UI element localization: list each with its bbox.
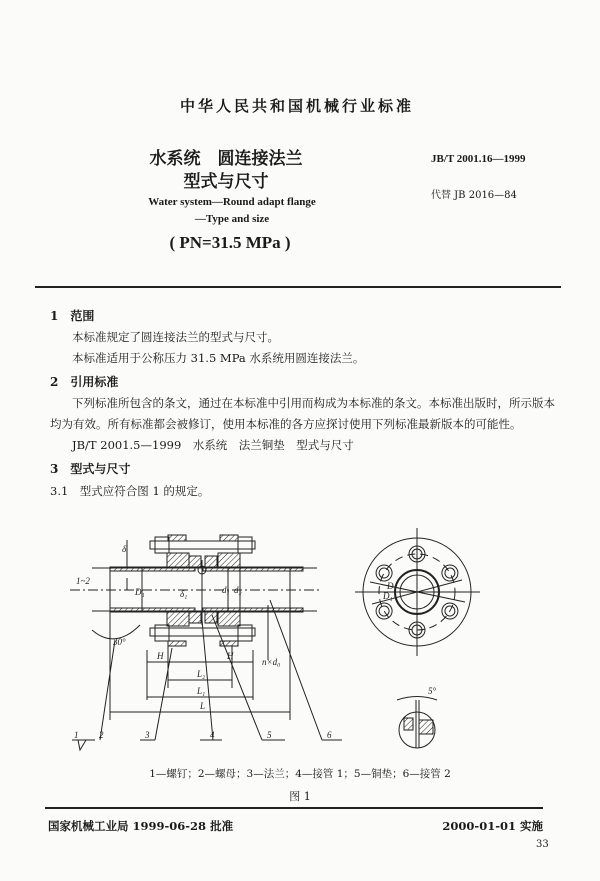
label-D1-left: D₁ [135, 587, 145, 597]
effective-date: 2000-01-01 实施 [442, 819, 543, 833]
section-1-para-1: 本标准规定了圆连接法兰的型式与尺寸。 [72, 330, 279, 344]
label-delta: δ [122, 544, 127, 554]
figure-1-drawing [0, 510, 600, 760]
section-2-title: 2 引用标准 [50, 375, 119, 389]
part-label-2: 2 [99, 730, 104, 740]
part-label-3: 3 [145, 730, 150, 740]
section-3-1: 3.1 型式应符合图 1 的规定。 [50, 484, 210, 498]
part-label-6: 6 [327, 730, 332, 740]
section-2-para-line1: 下列标准所包含的条文，通过在本标准中引用而构成为本标准的条文。本标准出版时，所示版本 [72, 396, 555, 410]
section-3-title: 3 型式与尺寸 [50, 462, 131, 476]
section-1-para-2: 本标准适用于公称压力 31.5 MPa 水系统用圆连接法兰。 [72, 351, 365, 365]
label-H-left: H [157, 651, 164, 661]
approval-note: 国家机械工业局 1999-06-28 批准 [48, 819, 234, 833]
page-number: 33 [536, 839, 549, 850]
title-en-line2: —Type and size [194, 213, 270, 225]
part-label-5: 5 [267, 730, 272, 740]
label-angle-5: 5° [428, 686, 437, 696]
label-D: D [387, 581, 394, 591]
section-1-title: 1 范围 [50, 309, 95, 323]
footer-divider [45, 807, 543, 809]
label-d1: d₁ [222, 585, 230, 595]
standard-body-title: 中华人民共和国机械行业标准 [179, 97, 415, 115]
section-2-para-line2: 均为有效。所有标准都会被修订，使用本标准的各方应探讨使用下列标准最新版本的可能性。 [50, 417, 522, 431]
title-cn-line1: 水系统 圆连接法兰 [149, 149, 303, 169]
label-gap: 1~2 [76, 576, 90, 586]
label-L1: L₁ [197, 686, 206, 696]
figure-legend: 1—螺钉；2—螺母；3—法兰；4—接管 1；5—铜垫；6—接管 2 [149, 768, 451, 780]
flange-section-view [70, 535, 342, 750]
title-en-line1: Water system—Round adapt flange [148, 196, 316, 208]
label-angle-30: 30° [113, 637, 126, 647]
pressure-rating: ( PN=31.5 MPa ) [169, 233, 291, 252]
flange-front-view [355, 528, 480, 748]
standard-code: JB/T 2001.16—1999 [431, 153, 526, 165]
replaces-note: 代替 JB 2016—84 [431, 190, 517, 201]
label-L: L [200, 701, 206, 711]
label-H-right: H [227, 651, 234, 661]
label-nd0: n×d₀ [262, 657, 281, 667]
label-D1-right: D₁ [383, 591, 393, 601]
label-L2: L₂ [197, 669, 206, 679]
section-2-reference: JB/T 2001.5—1999 水系统 法兰铜垫 型式与尺寸 [72, 438, 354, 452]
label-delta1: δ₁ [180, 589, 188, 599]
part-label-1: 1 [74, 730, 79, 740]
figure-caption: 图 1 [289, 790, 311, 803]
part-label-4: 4 [210, 730, 215, 740]
label-d2: d₂ [234, 585, 242, 595]
header-divider [35, 286, 561, 288]
title-cn-line2: 型式与尺寸 [183, 172, 269, 192]
